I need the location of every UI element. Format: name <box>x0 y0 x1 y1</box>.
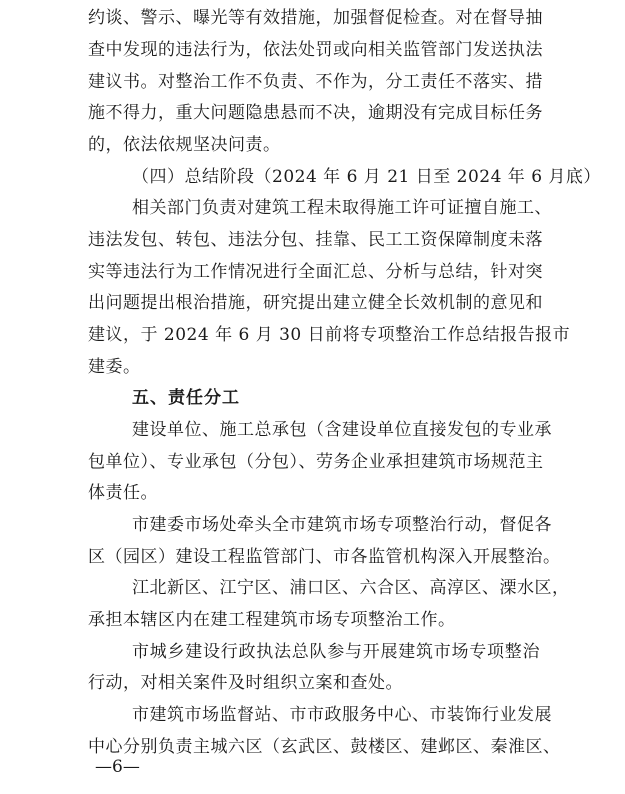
section-heading: 五、责任分工 <box>132 388 240 408</box>
paragraph-line: 行动，对相关案件及时组织立案和查处。 <box>88 673 403 693</box>
section-subheading: （四）总结阶段（2024 年 6 月 21 日至 2024 年 6 月底） <box>132 167 601 187</box>
paragraph-line: 中心分别负责主城六区（玄武区、鼓楼区、建邺区、秦淮区、 <box>88 737 561 757</box>
paragraph-line: 相关部门负责对建筑工程未取得施工许可证擅自施工、 <box>132 198 552 218</box>
paragraph-line: 区（园区）建设工程监管部门、市各监管机构深入开展整治。 <box>88 547 561 567</box>
paragraph-line: 建议，于 2024 年 6 月 30 日前将专项整治工作总结报告报市 <box>88 325 571 345</box>
paragraph-line: 查中发现的违法行为，依法处罚或向相关监管部门发送执法 <box>88 40 543 60</box>
paragraph-line: 江北新区、江宁区、浦口区、六合区、高淳区、溧水区， <box>132 578 570 598</box>
paragraph-line: 建设单位、施工总承包（含建设单位直接发包的专业承 <box>132 420 552 440</box>
paragraph-line: 施不得力，重大问题隐患悬而不决，逾期没有完成目标任务 <box>88 103 543 123</box>
paragraph-line: 建委。 <box>88 357 141 377</box>
paragraph-line: 建议书。对整治工作不负责、不作为，分工责任不落实、措 <box>88 72 543 92</box>
page-number: —6— <box>95 757 140 777</box>
paragraph-line: 约谈、警示、曝光等有效措施，加强督促检查。对在督导抽 <box>88 8 543 28</box>
paragraph-line: 包单位）、专业承包（分包）、劳务企业承担建筑市场规范主 <box>88 452 544 472</box>
paragraph-line: 市建委市场处牵头全市建筑市场专项整治行动，督促各 <box>132 515 552 535</box>
paragraph-line: 承担本辖区内在建工程建筑市场专项整治工作。 <box>88 610 456 630</box>
paragraph-line: 出问题提出根治措施，研究提出建立健全长效机制的意见和 <box>88 293 543 313</box>
paragraph-line: 的，依法依规坚决问责。 <box>88 135 281 155</box>
paragraph-line: 市建筑市场监督站、市市政服务中心、市装饰行业发展 <box>132 705 552 725</box>
paragraph-line: 市城乡建设行政执法总队参与开展建筑市场专项整治 <box>132 642 540 662</box>
paragraph-line: 体责任。 <box>88 483 158 503</box>
paragraph-line: 违法发包、转包、违法分包、挂靠、民工工资保障制度未落 <box>88 230 543 250</box>
paragraph-line: 实等违法行为工作情况进行全面汇总、分析与总结，针对突 <box>88 262 543 282</box>
